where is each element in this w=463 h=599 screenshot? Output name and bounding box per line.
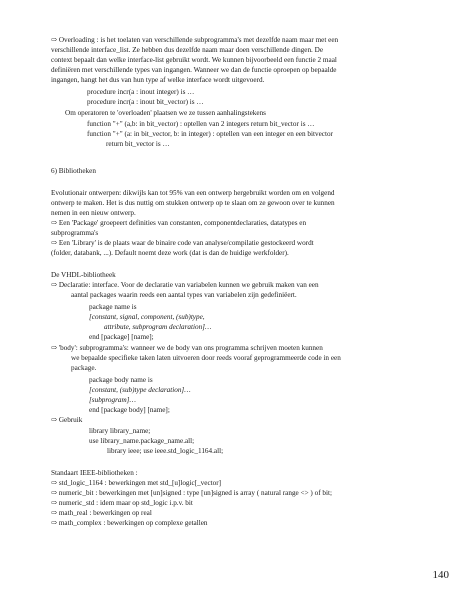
code-line: function "+" (a: in bit_vector, b: in integer) : optellen van een integer en een bitvector [87, 130, 333, 138]
text-line: verschillende interface_list. Ze hebben dus dezelfde naam maar doen verschillende dingen. De [51, 46, 324, 54]
text-line: ⇨ Gebruik [51, 416, 83, 424]
text-line: Om operatoren te 'overloaden' plaatsen we ze tussen aanhalingstekens [65, 109, 266, 117]
list-item: ⇨ std_logic_1164 : bewerkingen met std_[u]logic[_vector] [51, 479, 222, 487]
code-line: library library_name; [89, 427, 151, 435]
text-line: ontwerp te maken. Het is dus nuttig om stukken ontwerp op te slaan om ze gewoon over te kunnen [51, 199, 335, 207]
text-line: we bepaalde specifieke taken laten uitvoeren door reeds vooraf geprogrammeerde code in een [71, 354, 341, 362]
code-line: end [package body] [name]; [89, 406, 170, 414]
code-line: [subprogram]… [89, 396, 136, 404]
text-line: ⇨ Een 'Library' is de plaats waar de binaire code van analyse/compilatie gestockeerd wordt [51, 239, 314, 247]
subsection-heading: Standaart IEEE-bibliotheken : [51, 469, 138, 477]
text-line: ⇨ 'body': subprogramma's: wanneer we de body van ons programma schrijven moeten kunnen [51, 344, 323, 352]
text-line: nemen in een nieuw ontwerp. [51, 209, 136, 217]
subsection-heading: De VHDL-bibliotheek [51, 271, 116, 279]
code-line: function "+" (a,b: in bit_vector) : optellen van 2 integers return bit_vector is … [87, 120, 315, 128]
section-heading: 6) Bibliotheken [51, 167, 96, 175]
text-line: context bepaalt dan welke interface-list gebruikt wordt. We kunnen bijvoorbeeld een functie 2 maal [51, 56, 337, 64]
text-line: aantal packages waarin reeds een aantal types van variabelen zijn gedefiniëert. [71, 291, 297, 299]
text-line: subprogramma's [51, 229, 99, 237]
list-item: ⇨ math_complex : bewerkingen op complexe getallen [51, 519, 208, 527]
code-line: procedure incr(a : inout bit_vector) is … [87, 98, 204, 106]
code-line: attribute, subprogram declaration]… [104, 323, 212, 331]
text-line: (folder, databank, ...). Default noemt deze work (dat is dan de huidige werkfolder). [51, 249, 289, 257]
text-line: definiëren met verschillende types van ingangen. Wanneer we dan de functie oproepen op bepaalde [51, 66, 337, 74]
list-item: ⇨ numeric_std : idem maar op std_logic i.p.v. bit [51, 499, 193, 507]
list-item: ⇨ math_real : bewerkingen op real [51, 509, 152, 517]
code-line: package name is [89, 303, 137, 311]
code-line: [constant, (sub)type declaration]… [89, 386, 191, 394]
code-line: library ieee; use ieee.std_logic_1164.all; [107, 447, 224, 455]
text-line: ⇨ Overloading : is het toelaten van verschillende subprogramma's met dezelfde naam maar met een [51, 36, 339, 44]
text-line: ingangen, hangt het dus van hun type af welke interface wordt uitgevoerd. [51, 76, 265, 84]
code-line: use library_name.package_name.all; [89, 437, 195, 445]
code-line: end [package] [name]; [89, 333, 154, 341]
code-line: [constant, signal, component, (sub)type, [89, 313, 205, 321]
text-line: ⇨ Declaratie: interface. Voor de declaratie van variabelen kunnen we gebruik maken van een [51, 281, 319, 289]
list-item: ⇨ numeric_bit : bewerkingen met [un]signed : type [un]signed is array ( natural range <> ) of bit; [51, 489, 332, 497]
code-line: procedure incr(a : inout integer) is … [87, 88, 195, 96]
text-line: package. [71, 364, 97, 372]
page-number: 140 [432, 569, 449, 581]
code-line: return bit_vector is … [106, 140, 170, 148]
text-line: ⇨ Een 'Package' groepeert definities van constanten, componentdeclaraties, datatypes en [51, 219, 307, 227]
code-line: package body name is [89, 376, 153, 384]
text-line: Evolutionair ontwerpen: dikwijls kan tot 95% van een ontwerp hergebruikt worden om en volgend [51, 189, 335, 197]
